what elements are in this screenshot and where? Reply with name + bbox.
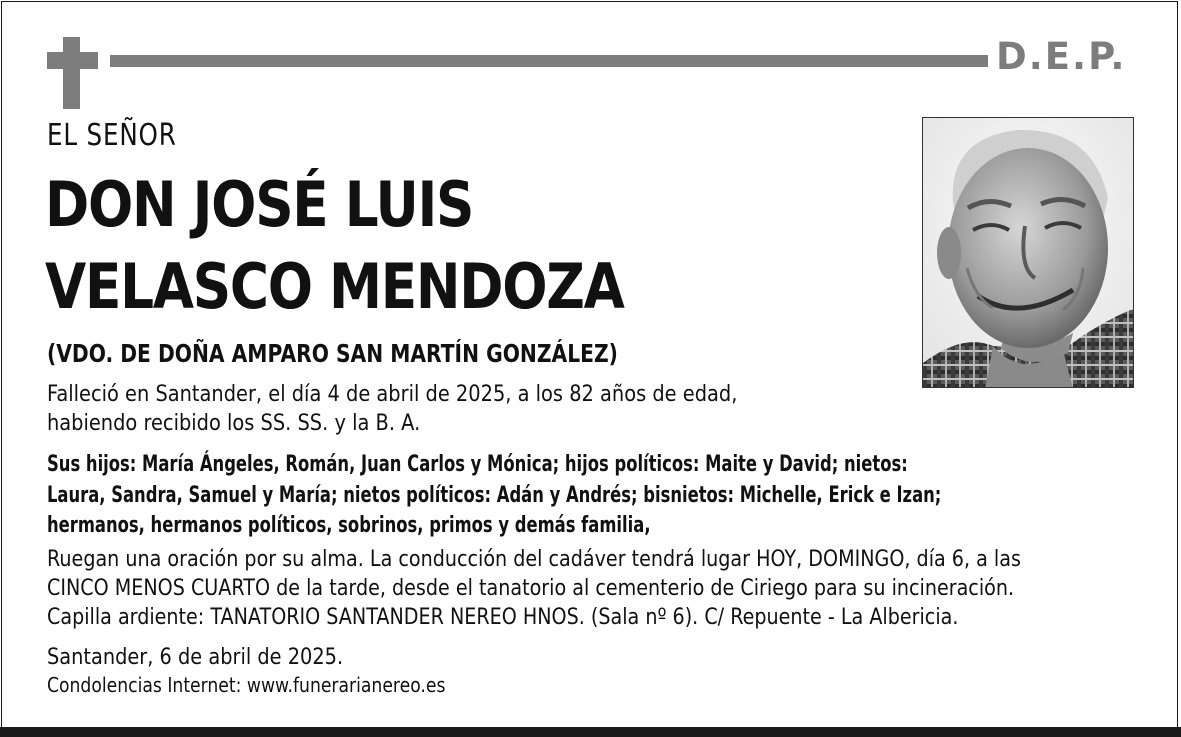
death-info-line1: Falleció en Santander, el día 4 de abril de 2025, a los 82 años de edad, [47, 381, 738, 407]
condolences-link[interactable]: Condolencias Internet: www.funerarianereo.es [47, 673, 446, 697]
arrangements-line2: CINCO MENOS CUARTO de la tarde, desde el tanatorio al cementerio de Ciriego para su incineración. [47, 575, 1015, 601]
arrangements-line1: Ruegan una oración por su alma. La conducción del cadáver tendrá lugar HOY, DOMINGO, día 6, a las [47, 546, 1021, 572]
death-info-line2: habiendo recibido los SS. SS. y la B. A. [47, 410, 421, 436]
deceased-name-line2: VELASCO MENDOZA [45, 250, 624, 323]
place-date: Santander, 6 de abril de 2025. [47, 644, 344, 670]
widower-of: (VDO. DE DOÑA AMPARO SAN MARTÍN GONZÁLEZ) [47, 339, 618, 368]
family-line1: Sus hijos: María Ángeles, Román, Juan Carlos y Mónica; hijos políticos: Maite y David; nietos: [47, 451, 908, 477]
arrangements-line3: Capilla ardiente: TANATORIO SANTANDER NEREO HNOS. (Sala nº 6). C/ Repuente - La Albericia. [47, 604, 959, 630]
portrait-photo-image [923, 118, 1134, 388]
portrait-photo [922, 117, 1134, 388]
honorific-title: EL SEÑOR [47, 118, 177, 153]
dep-label: D.E.P. [996, 35, 1127, 78]
cross-icon [63, 37, 80, 109]
family-line3: hermanos, hermanos políticos, sobrinos, primos y demás familia, [47, 512, 651, 538]
cross-icon-bar [47, 52, 98, 69]
deceased-name-line1: DON JOSÉ LUIS [45, 168, 474, 241]
header-rule [110, 55, 988, 67]
bottom-rule [0, 727, 1181, 737]
family-line2: Laura, Sandra, Samuel y María; nietos políticos: Adán y Andrés; bisnietos: Michelle, Erick e Izan; [47, 482, 942, 508]
